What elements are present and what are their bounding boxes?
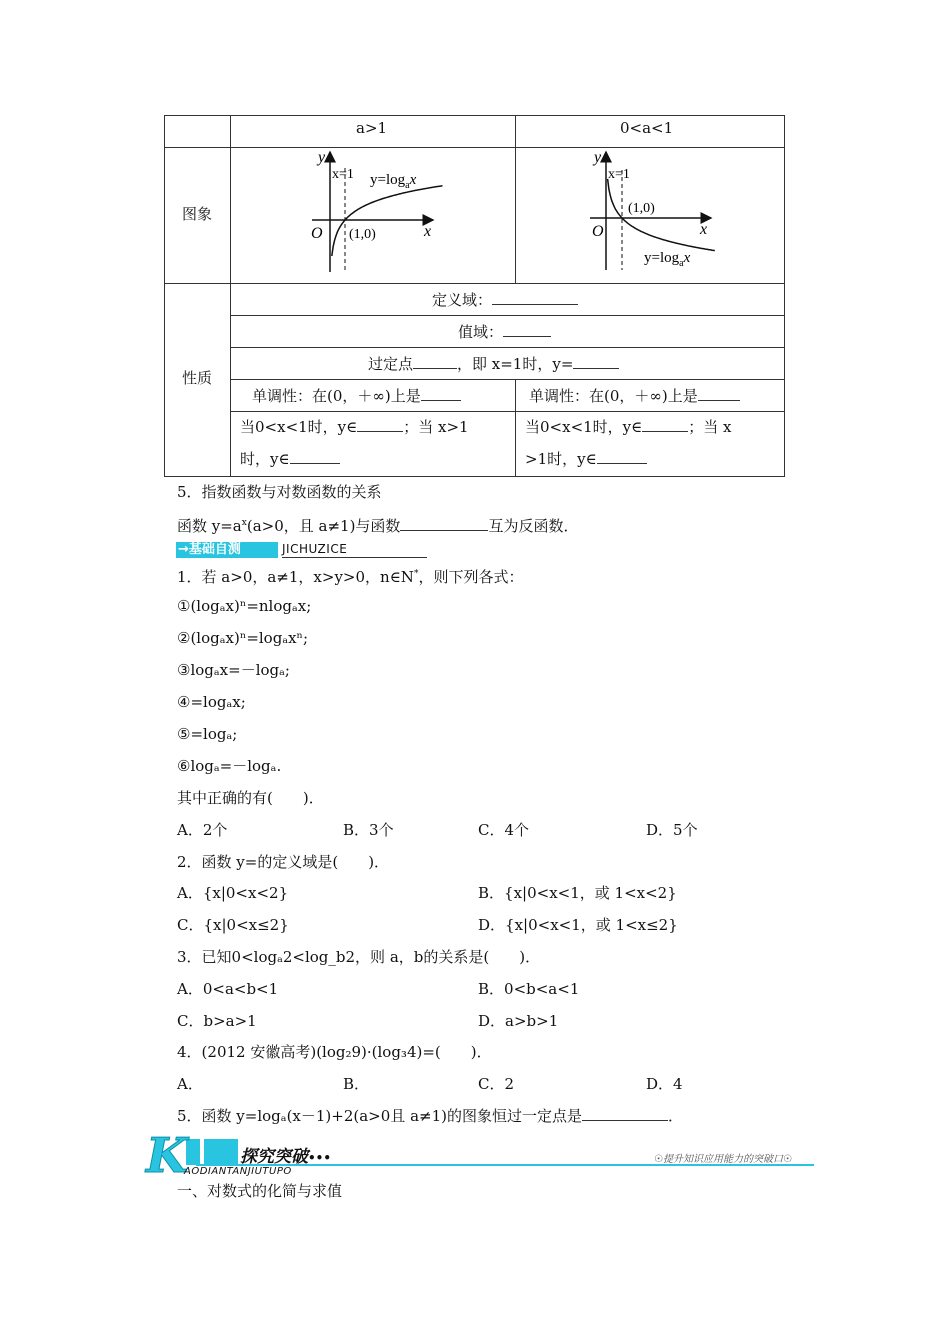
q1-option-d: D．5个 xyxy=(646,821,698,839)
row-label-graph: 图象 xyxy=(182,205,213,223)
q1-item: ①(logₐx)ⁿ=nlogₐx; xyxy=(177,597,312,615)
q1-option-c: C．4个 xyxy=(478,821,530,839)
header-a-gt-1: a>1 xyxy=(356,119,388,137)
explore-title: 探究突破••• xyxy=(240,1147,332,1167)
explore-bar-decor xyxy=(186,1139,200,1165)
origin-label: O xyxy=(592,223,604,240)
value-range-left-line1: 当0<x<1时，y∈ ；当 x>1 xyxy=(240,418,469,436)
q1-item: ②(logₐx)ⁿ=logₐxⁿ; xyxy=(177,629,309,647)
q3-option-d: D．a>b>1 xyxy=(478,1012,559,1030)
q3-option-c: C．b>a>1 xyxy=(177,1012,257,1030)
q5-stem: 5．函数 y=logₐ(x－1)+2(a>0且 a≠1)的图象恒过一定点是 ． xyxy=(177,1107,683,1125)
svg-text:y=logax: $y=\log_ax$ xyxy=(370,172,417,191)
monotonic-right: 单调性：在(0，＋∞)上是 xyxy=(529,385,740,406)
q1-item: ⑤=logₐ; xyxy=(177,725,238,743)
q2-option-d: D．{x|0<x<1，或 1<x≤2} xyxy=(478,916,678,934)
range-row: 值域： xyxy=(458,321,551,342)
curve-label: y=log xyxy=(370,172,406,188)
q1-option-a: A．2个 xyxy=(177,821,228,839)
value-range-left-line2: 时，y∈ xyxy=(240,449,340,469)
q4-stem: 4．(2012 安徽高考)(log₂9)·(log₃4)=( )． xyxy=(177,1043,492,1061)
header-a-lt-1: 0<a<1 xyxy=(620,119,674,137)
explore-subtitle: AODIANTANJIUTUPO xyxy=(184,1166,292,1177)
q2-option-b: B．{x|0<x<1，或 1<x<2} xyxy=(478,884,677,902)
self-test-header: →基础自测 xyxy=(176,542,278,558)
explore-k-logo: K xyxy=(146,1128,188,1184)
graph-a-gt-1 xyxy=(300,148,450,276)
self-test-subtitle: JICHUZICE xyxy=(282,542,348,556)
fixed-point-row: 过定点 ，即 x=1时，y= xyxy=(368,353,619,374)
q2-stem: 2．函数 y=的定义域是( )． xyxy=(177,853,390,871)
q1-stem: 1．若 a>0，a≠1，x>y>0，n∈N*，则下列各式： xyxy=(177,568,524,586)
part-1-heading: 一、对数式的化简与求值 xyxy=(177,1182,343,1200)
monotonic-left: 单调性：在(0，＋∞)上是 xyxy=(252,385,461,406)
x-axis-label: x xyxy=(424,223,432,240)
q1-option-b: B．3个 xyxy=(343,821,394,839)
q4-option-d: D．4 xyxy=(646,1075,683,1093)
q3-option-a: A．0<a<b<1 xyxy=(177,980,279,998)
explore-tagline: ☉提升知识应用能力的突破口☉ xyxy=(654,1154,792,1165)
svg-text:y=logax: $y=\log_ax$ xyxy=(644,250,691,269)
value-range-right-line2: >1时，y∈ xyxy=(525,449,647,469)
x-axis-label: x xyxy=(700,221,708,238)
q1-item: ⑥logₐ=－logₐ. xyxy=(177,757,282,775)
q1-item: ③logₐx=－logₐ; xyxy=(177,661,290,679)
q2-option-a: A．{x|0<x<2} xyxy=(177,884,289,902)
x-eq-1-label: x=1 xyxy=(332,167,354,182)
domain-row: 定义域： xyxy=(432,289,578,310)
curve-label: y=log xyxy=(644,250,680,266)
section-5-text: 函数 $y=a^x(a>0$，且 a≠1)与函数 互为反函数． xyxy=(177,517,579,535)
point-label: (1,0) xyxy=(628,201,655,216)
q3-option-b: B．0<b<a<1 xyxy=(478,980,580,998)
q4-option-b: B． xyxy=(343,1075,370,1093)
q1-ask: 其中正确的有( )． xyxy=(177,789,324,807)
value-range-right-line1: 当0<x<1时，y∈ ；当 x xyxy=(525,418,732,436)
q4-option-a: A． xyxy=(177,1075,203,1093)
q1-item: ④=logₐx; xyxy=(177,693,246,711)
q4-option-c: C．2 xyxy=(478,1075,515,1093)
row-label-properties: 性质 xyxy=(182,369,213,387)
graph-a-lt-1 xyxy=(580,148,730,276)
x-eq-1-label: x=1 xyxy=(608,167,630,182)
self-test-rule xyxy=(282,557,427,558)
explore-bar-decor xyxy=(204,1139,238,1165)
point-label: (1,0) xyxy=(349,227,376,242)
section-5-title: 5．指数函数与对数函数的关系 xyxy=(177,483,382,501)
origin-label: O xyxy=(311,225,323,242)
q2-option-c: C．{x|0<x≤2} xyxy=(177,916,289,934)
y-axis-label: y xyxy=(318,149,326,166)
q3-stem: 3．已知0<logₐ2<log_b2，则 a，b的关系是( )． xyxy=(177,948,541,966)
y-axis-label: y xyxy=(594,149,602,166)
